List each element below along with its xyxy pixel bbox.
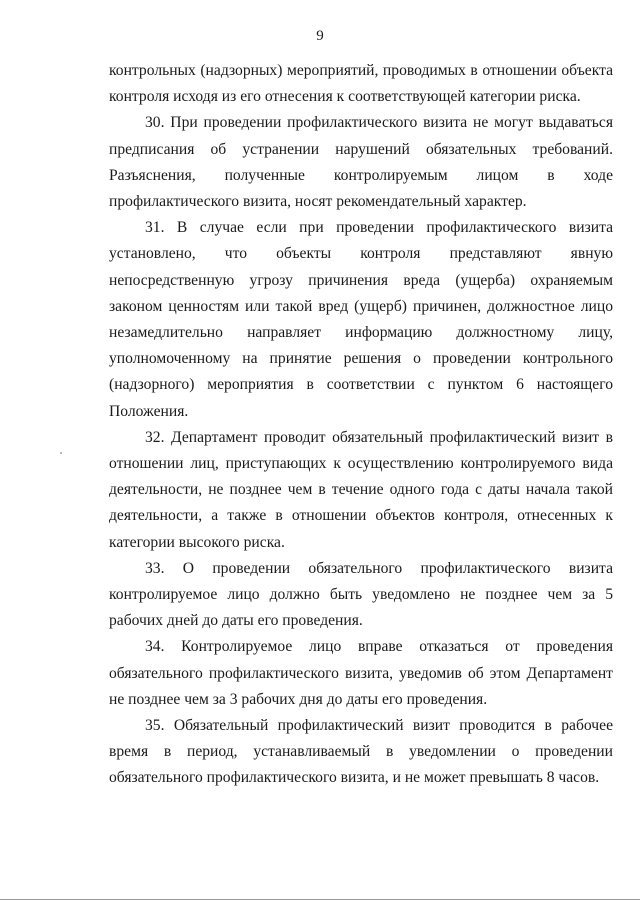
scan-artifact-dot bbox=[60, 452, 62, 454]
page-number: 9 bbox=[316, 28, 324, 44]
paragraph-32: 32. Департамент проводит обязательный профилактический визит в отношении лиц, приступающих к осуществлению контролируемого вида деятельности, не позднее чем в течение одного года с даты начала такой деятельности, а также в отношении объектов контроля, отнесенных к категории высокого риска. bbox=[109, 428, 613, 551]
document-body bbox=[109, 58, 613, 792]
scan-bottom-edge bbox=[0, 899, 640, 900]
paragraph-34: 34. Контролируемое лицо вправе отказаться от проведения обязательного профилактического визита, уведомив об этом Департамент не позднее чем за 3 рабочих дня до даты его проведения. bbox=[109, 638, 613, 708]
paragraph-31: 31. В случае если при проведении профилактического визита установлено, что объекты контроля представляют явную непосредственную угрозу причинения вреда (ущерба) охраняемым законом ценностям или такой вред (ущерб) причинен, должностное лицо незамедлительно направляет информацию должностному лицу, уполномоченному на принятие решения о проведении контрольного (надзорного) мероприятия в соответствии с пунктом 6 настоящего Положения. bbox=[109, 219, 613, 420]
paragraph-35: 35. Обязательный профилактический визит проводится в рабочее время в период, устанавливаемый в уведомлении о проведении обязательного профилактического визита, и не может превышать 8 часов. bbox=[109, 717, 613, 787]
paragraph-continued: контрольных (надзорных) мероприятий, проводимых в отношении объекта контроля исходя из его отнесения к соответствующей категории риска. bbox=[109, 62, 613, 106]
paragraph-33: 33. О проведении обязательного профилактического визита контролируемое лицо должно быть уведомлено не позднее чем за 5 рабочих дней до даты его проведения. bbox=[109, 559, 613, 630]
paragraph-30: 30. При проведении профилактического визита не могут выдаваться предписания об устранении нарушений обязательных требований. Разъяснения, полученные контролируемым лицом в ходе профилактического визита, носят рекомендательный характер. bbox=[109, 114, 613, 211]
